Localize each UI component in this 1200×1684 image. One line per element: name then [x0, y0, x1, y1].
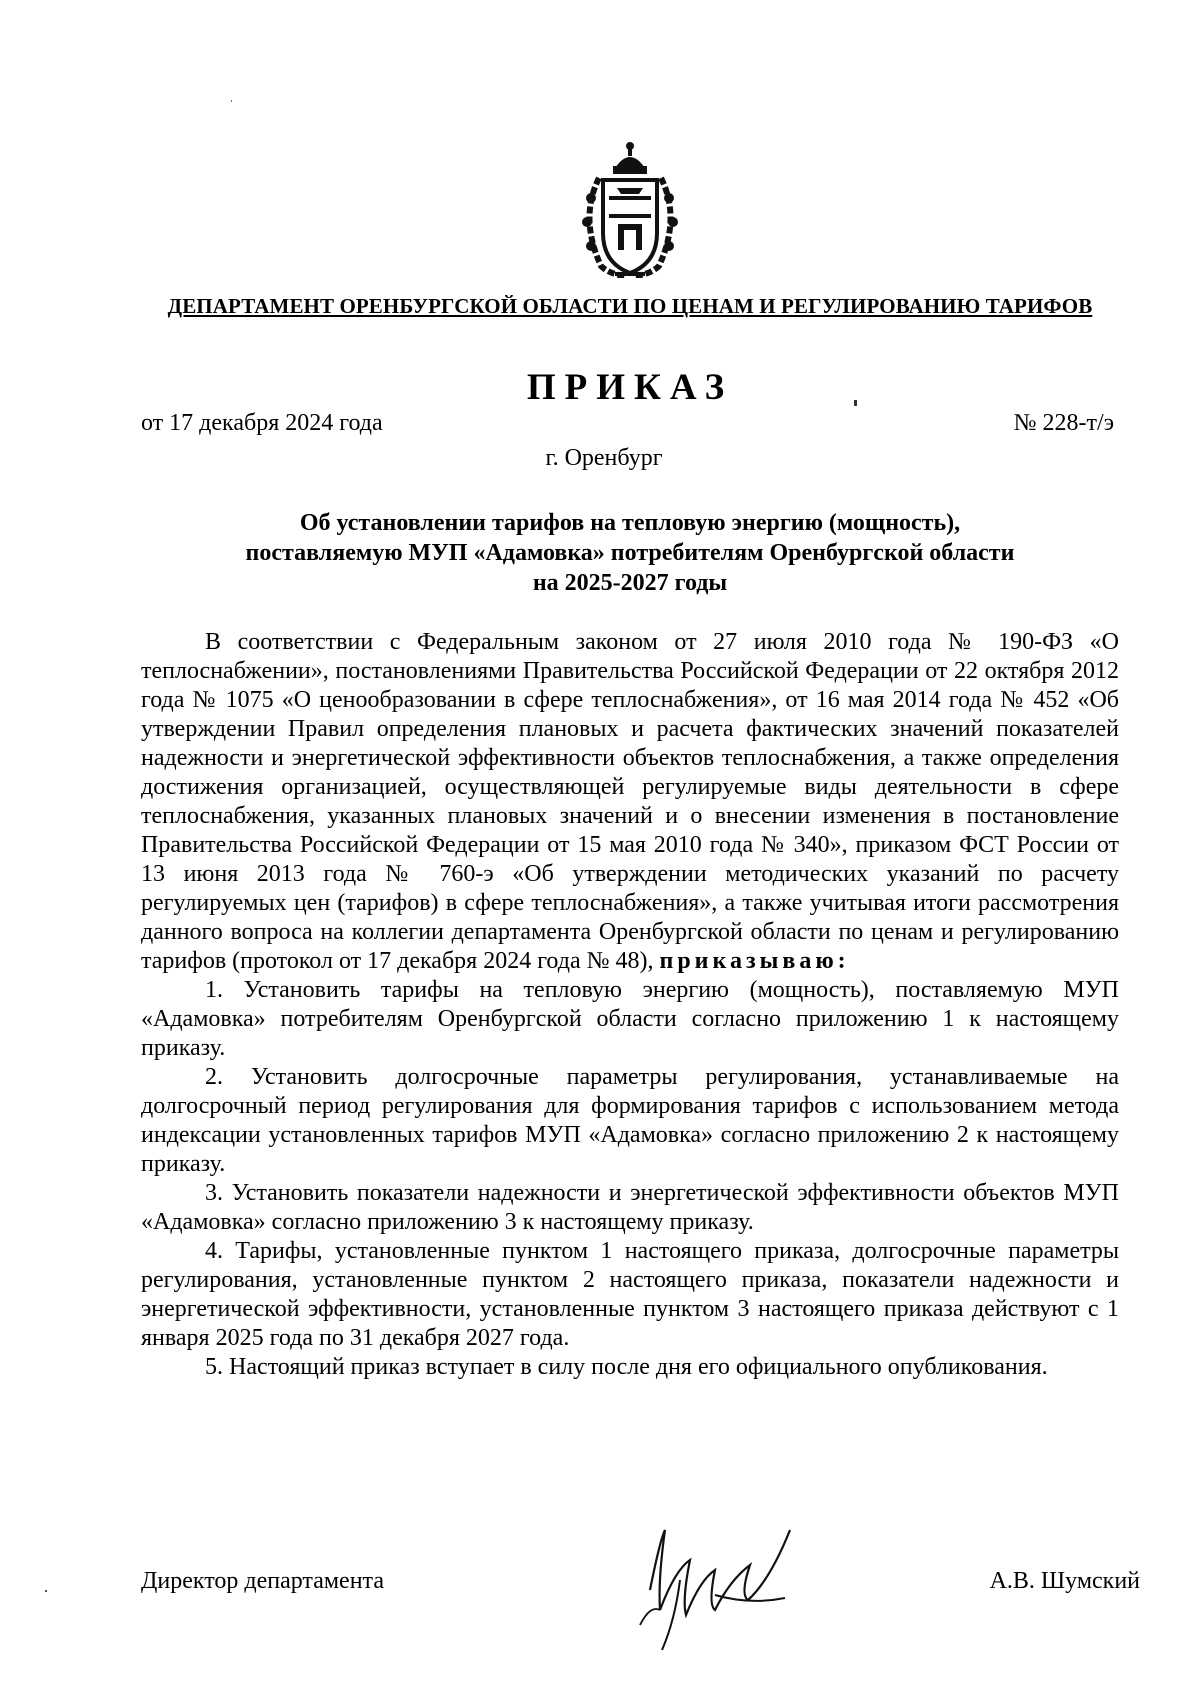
document-type: ПРИКАЗ	[526, 367, 734, 408]
signatory-position: Директор департамента	[141, 1568, 384, 1594]
scan-speck	[854, 400, 857, 406]
title-line: на 2025-2027 годы	[532, 570, 728, 596]
order-item: 2. Установить долгосрочные параметры регулирования, устанавливаемые на долгосрочный период регулирования для формирования тарифов с использованием метода индексации установленных тарифов МУП «Адамовка» согласно приложению 2 к настоящему приказу.	[141, 1064, 1119, 1177]
title-line: Об установлении тарифов на тепловую энергию (мощность),	[299, 510, 961, 536]
order-word: приказываю:	[659, 948, 850, 974]
handwritten-signature	[620, 1510, 810, 1660]
order-title	[140, 508, 1120, 598]
order-item: 1. Установить тарифы на тепловую энергию (мощность), поставляемую МУП «Адамовка» потребителям Оренбургской области согласно приложению 1 к настоящему приказу.	[141, 977, 1119, 1061]
preamble-text: В соответствии с Федеральным законом от 27 июля 2010 года № 190-ФЗ «О теплоснабжении», постановлениями Правительства Российской Федерации от 22 октября 2012 года № 1075 «О ценообразовании в сфере теплоснабжения», от 16 мая 2014 года № 452 «Об утверждении Правил определения плановых и расчета фактических значений показателей надежности и энергетической эффективности объектов теплоснабжения, а также определения достижения организацией, осуществляющей регулируемые виды деятельности в сфере теплоснабжения, указанных плановых значений и о внесении изменения в постановление Правительства Российской Федерации от 15 мая 2010 года № 340», приказом ФСТ России от 13 июня 2013 года № 760-э «Об утверждении методических указаний по расчету регулируемых цен (тарифов) в сфере теплоснабжения», а также учитывая итоги рассмотрения данного вопроса на коллегии департамента Оренбургской области по ценам и регулированию тарифов (протокол от 17 декабря 2024 года № 48),	[141, 629, 1119, 974]
order-number: № 228-т/э	[1013, 410, 1114, 436]
title-line: поставляемую МУП «Адамовка» потребителям Оренбургской области	[245, 540, 1015, 566]
preamble-paragraph	[141, 628, 1119, 976]
order-city: г. Оренбург	[545, 445, 663, 471]
order-body	[141, 628, 1119, 1382]
signatory-name: А.В. Шумский	[989, 1568, 1140, 1594]
scan-speck	[45, 1590, 47, 1592]
order-item: 4. Тарифы, установленные пунктом 1 настоящего приказа, долгосрочные параметры регулирования, установленные пунктом 2 настоящего приказа, показатели надежности и энергетической эффективности, установленные пунктом 3 настоящего приказа действуют с 1 января 2025 года по 31 декабря 2027 года.	[141, 1238, 1119, 1351]
coat-of-arms-icon	[575, 138, 685, 278]
order-item: 3. Установить показатели надежности и энергетической эффективности объектов МУП «Адамовка» согласно приложению 3 к настоящему приказу.	[141, 1180, 1119, 1235]
order-date: от 17 декабря 2024 года	[141, 410, 383, 436]
order-item: 5. Настоящий приказ вступает в силу после дня его официального опубликования.	[205, 1354, 1048, 1380]
scan-speck	[231, 100, 232, 102]
department-name: ДЕПАРТАМЕНТ ОРЕНБУРГСКОЙ ОБЛАСТИ ПО ЦЕНАМ И РЕГУЛИРОВАНИЮ ТАРИФОВ	[167, 294, 1093, 318]
